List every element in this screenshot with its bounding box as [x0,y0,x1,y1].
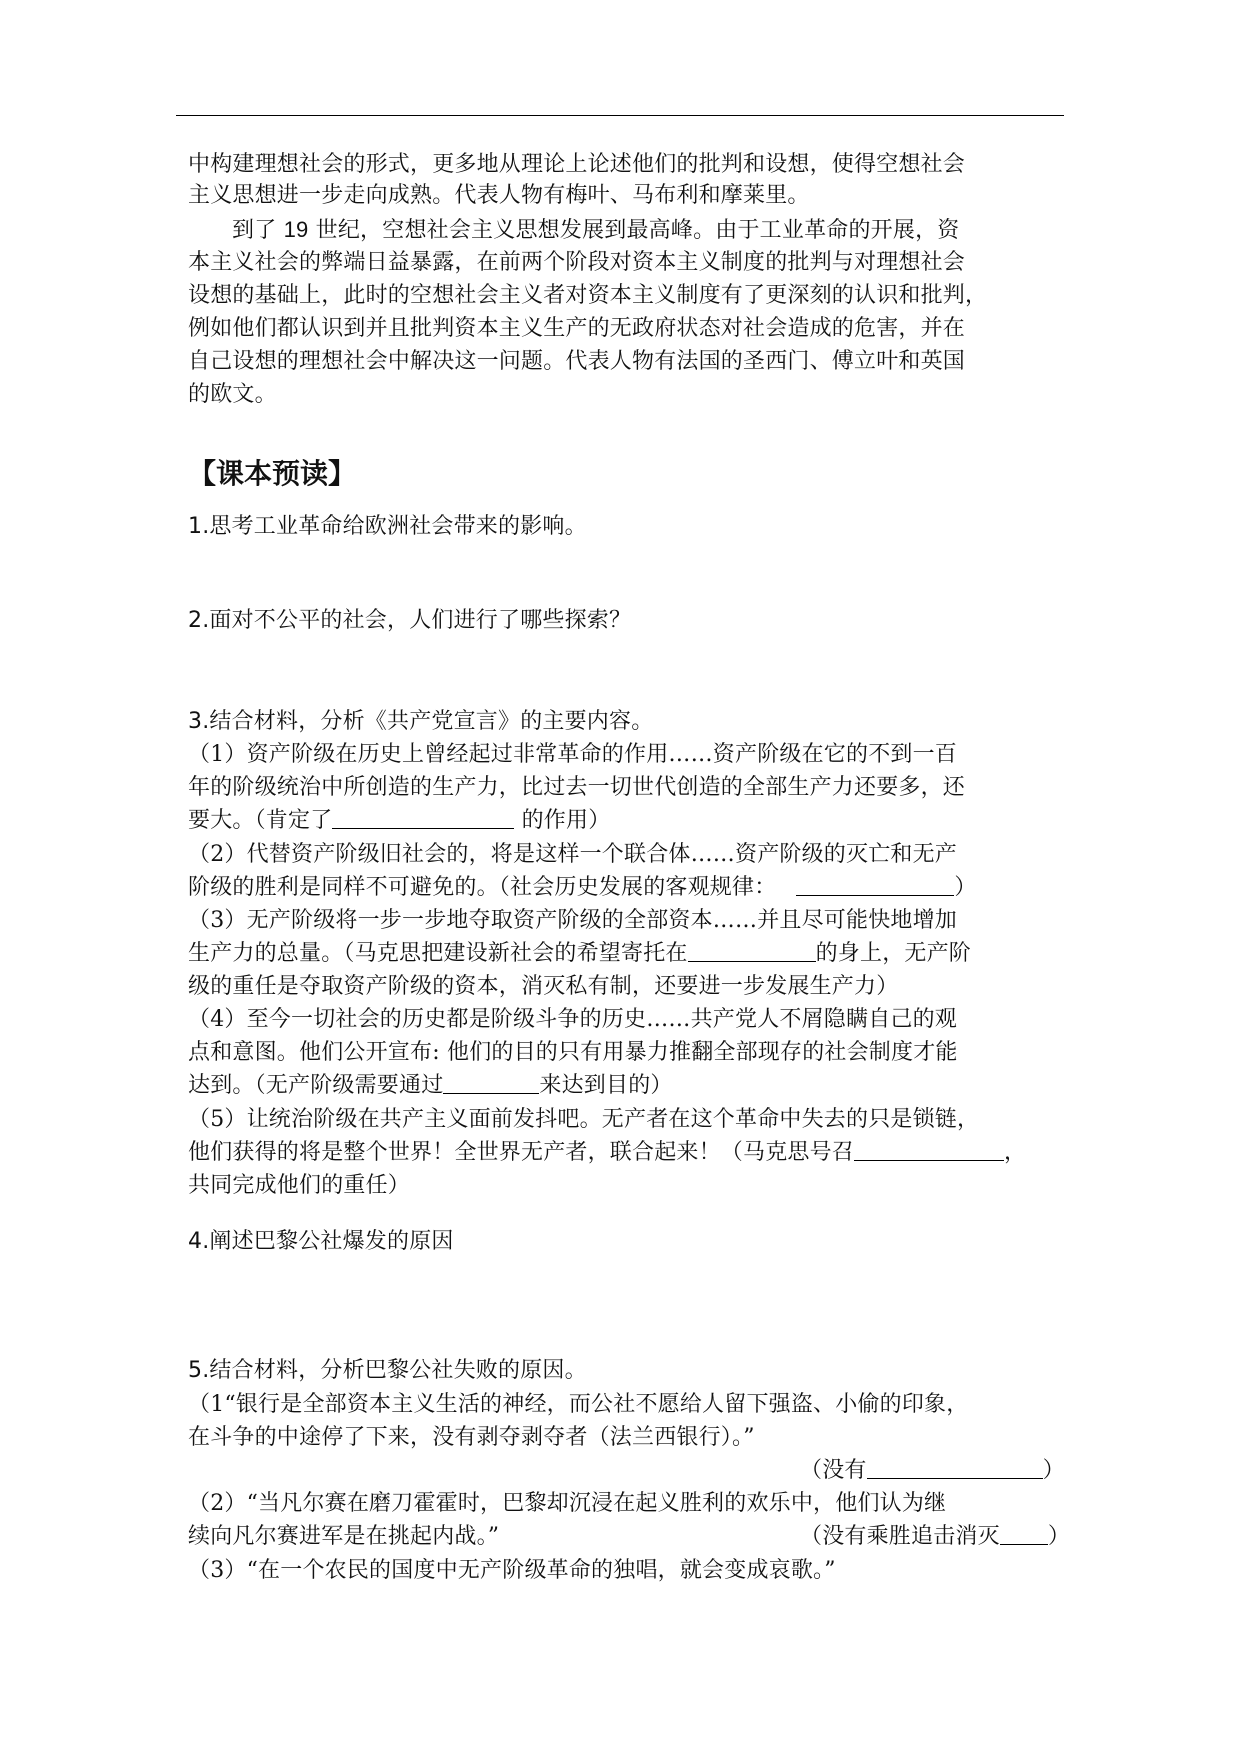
q3-item-5-line-1: （5）让统治阶级在共产主义面前发抖吧。无产者在这个革命中失去的只是锁链， [188,1107,980,1132]
answer-blank[interactable] [688,941,816,962]
century-number: 19 [283,217,309,242]
intro-line-1: 中构建理想社会的形式，更多地从理论上论述他们的批判和设想，使得空想社会 [188,152,966,177]
q3-item-5-line-2: 他们获得的将是整个世界！全世界无产者，联合起来！（马克思号召 ， [188,1140,1027,1165]
answer-blank[interactable] [443,1073,539,1094]
q3-item-1-line-3: 要大。（肯定了 的作用） [188,808,611,833]
intro-line-7: 自己设想的理想社会中解决这一问题。代表人物有法国的圣西门、傅立叶和英国 [188,349,966,374]
header-rule [176,115,1064,116]
q3-item-5-line-3: 共同完成他们的重任） [188,1173,411,1198]
q3-item-1-line-2: 年的阶级统治中所创造的生产力，比过去一切世代创造的全部生产力还要多，还 [188,775,966,800]
q5-item-3-line-1: （3）“在一个农民的国度中无产阶级革命的独唱，就会变成哀歌。” [188,1558,836,1583]
intro-line-6: 例如他们都认识到并且批判资本主义生产的无政府状态对社会造成的危害，并在 [188,316,966,341]
q3-item-1-line-1: （1）资产阶级在历史上曾经起过非常革命的作用……资产阶级在它的不到一百 [188,742,957,767]
q5-item-2-line-1: （2）“当凡尔赛在磨刀霍霍时，巴黎却沉浸在起义胜利的欢乐中，他们认为继 [188,1491,947,1516]
answer-blank[interactable] [854,1140,1004,1161]
answer-blank[interactable] [1000,1524,1048,1545]
intro-line-8: 的欧文。 [188,382,277,407]
question-5-title: 5.结合材料，分析巴黎公社失败的原因。 [188,1358,587,1383]
q3-item-3-line-1: （3）无产阶级将一步一步地夺取资产阶级的全部资本……并且尽可能快地增加 [188,908,957,933]
answer-blank[interactable] [867,1458,1043,1479]
q3-item-4-line-1: （4）至今一切社会的历史都是阶级斗争的历史……共产党人不屑隐瞒自己的观 [188,1007,957,1032]
q3-item-2-line-2: 阶级的胜利是同样不可避免的。（社会历史发展的客观规律： ） [188,875,977,900]
answer-blank[interactable] [332,808,514,829]
q3-item-2-line-1: （2）代替资产阶级旧社会的，将是这样一个联合体……资产阶级的灭亡和无产 [188,842,957,867]
q5-item-2-line-2: 续向凡尔赛进军是在挑起内战。” [188,1524,500,1549]
intro-line-2: 主义思想进一步走向成熟。代表人物有梅叶、马布利和摩莱里。 [188,183,810,208]
section-heading: 【课本预读】 [188,457,357,490]
q3-item-4-line-2: 点和意图。他们公开宣布: 他们的目的只有用暴力推翻全部现存的社会制度才能 [188,1040,958,1065]
q3-item-4-line-3: 达到。（无产阶级需要通过 来达到目的） [188,1073,673,1098]
q5-item-1-line-2: 在斗争的中途停了下来，没有剥夺剥夺者（法兰西银行）。” [188,1425,755,1450]
answer-blank[interactable] [796,875,954,896]
question-1: 1.思考工业革命给欧洲社会带来的影响。 [188,514,587,539]
question-3-title: 3.结合材料，分析《共产党宣言》的主要内容。 [188,709,654,734]
intro-line-3: 到了 19 世纪，空想社会主义思想发展到最高峰。由于工业革命的开展，资 [232,217,960,243]
intro-line-5: 设想的基础上，此时的空想社会主义者对资本主义制度有了更深刻的认识和批判， [188,283,988,308]
q3-item-3-line-3: 级的重任是夺取资产阶级的资本，消灭私有制，还要进一步发展生产力） [188,974,899,999]
intro-line-4: 本主义社会的弊端日益暴露，在前两个阶段对资本主义制度的批判与对理想社会 [188,250,966,275]
q5-item-2-line-2-answer: （没有乘胜追击消灭 ） [800,1524,1071,1549]
q3-item-3-line-2: 生产力的总量。（马克思把建设新社会的希望寄托在 的身上，无产阶 [188,941,972,966]
q5-item-1-line-3: （没有 ） [800,1458,1065,1483]
question-4: 4.阐述巴黎公社爆发的原因 [188,1229,454,1254]
q5-item-1-line-1: （1“银行是全部资本主义生活的神经，而公社不愿给人留下强盗、小偷的印象， [188,1392,969,1417]
question-2: 2.面对不公平的社会，人们进行了哪些探索？ [188,608,632,633]
